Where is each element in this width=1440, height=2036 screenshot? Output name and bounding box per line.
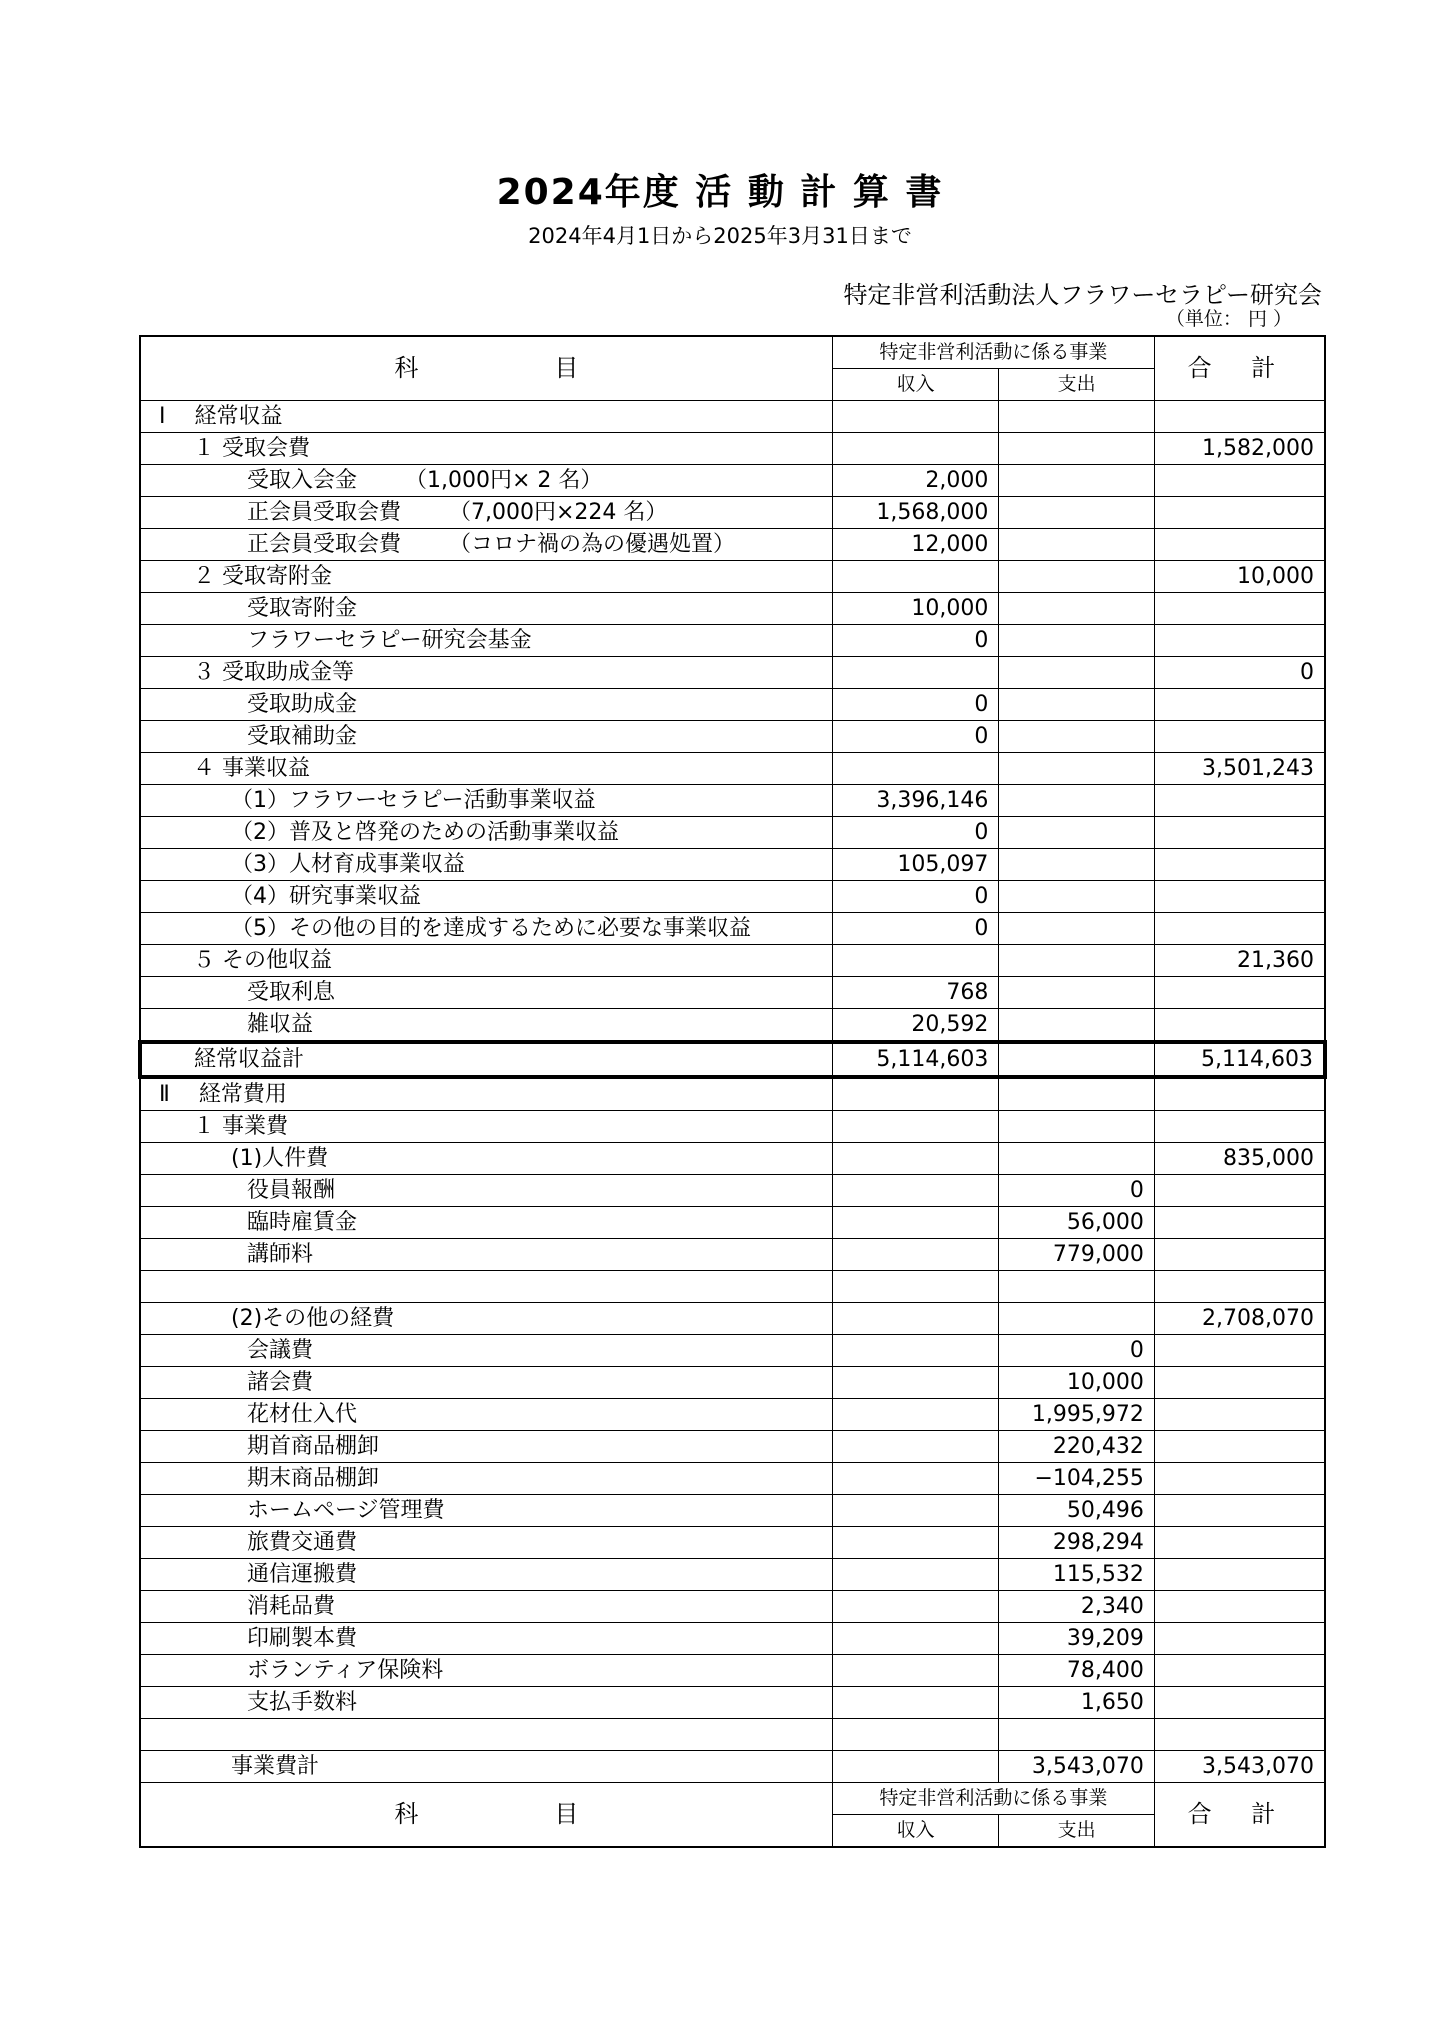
row-income: 12,000 [832,529,999,561]
unit-note: （単位： 円 ） [1165,308,1292,330]
row-income: 2,000 [832,465,999,497]
row-label [140,561,832,593]
row-label [140,1271,832,1303]
row-label [140,1495,832,1527]
table-row [140,561,1325,593]
table-row [140,1495,1325,1527]
row-label [140,1239,832,1271]
row-label-text: ３ 受取助成金等 [193,660,354,685]
header-subject-left: 科 [394,354,419,382]
row-label [140,785,832,817]
row-label [140,1719,832,1751]
footer-subject-left: 科 [394,1800,419,1828]
row-label-text: （1）フラワーセラピー活動事業収益 [231,788,596,813]
row-income [832,1495,999,1527]
table-row [140,497,1325,529]
table-row [140,1751,1325,1783]
row-income [832,1655,999,1687]
table-row [140,849,1325,881]
row-income [832,1751,999,1783]
row-income [832,433,999,465]
row-label-text: １ 事業費 [193,1114,288,1139]
row-expense: 78,400 [999,1655,1155,1687]
row-label-text: 経常収益計 [194,1047,305,1072]
row-expense [999,945,1155,977]
row-label [140,1175,832,1207]
row-expense: 3,543,070 [999,1751,1155,1783]
table-row [140,785,1325,817]
table-row [140,657,1325,689]
row-total [1154,1335,1325,1367]
row-expense: 1,650 [999,1687,1155,1719]
row-total [1154,689,1325,721]
row-label [140,1111,832,1143]
row-income: 0 [832,721,999,753]
table-row [140,1527,1325,1559]
row-label-text: 講師料 [247,1242,314,1267]
row-income: 1,568,000 [832,497,999,529]
row-total [1154,1719,1325,1751]
row-total [1154,1399,1325,1431]
row-label-text: 事業費計 [231,1754,320,1779]
row-income [832,401,999,433]
row-label [140,1207,832,1239]
row-label [140,1751,832,1783]
row-expense: 10,000 [999,1367,1155,1399]
row-expense [999,1042,1155,1077]
row-total [1154,1559,1325,1591]
row-expense [999,721,1155,753]
row-expense [999,849,1155,881]
row-income [832,1303,999,1335]
row-expense [999,1111,1155,1143]
row-expense [999,785,1155,817]
table-row [140,465,1325,497]
row-label [140,1559,832,1591]
row-expense [999,529,1155,561]
row-label [140,689,832,721]
row-label-text: 受取補助金 [247,724,358,749]
row-label-text: ボランティア保険料 [247,1658,444,1683]
row-income: 10,000 [832,593,999,625]
table-row [140,529,1325,561]
row-expense: 779,000 [999,1239,1155,1271]
row-expense [999,433,1155,465]
row-income [832,1239,999,1271]
footer-group: 特定非営利活動に係る事業 [832,1783,1154,1815]
table-row [140,1175,1325,1207]
row-label-text: フラワーセラピー研究会基金 [247,628,532,653]
row-income [832,1111,999,1143]
row-label-text: ４ 事業収益 [193,756,310,781]
row-total [1154,529,1325,561]
table-row [140,689,1325,721]
row-label-text: 支払手数料 [247,1690,358,1715]
row-total [1154,913,1325,945]
footer-subject [140,1783,832,1848]
table-row [140,433,1325,465]
row-label [140,817,832,849]
row-label [140,1367,832,1399]
row-total: 1,582,000 [1154,433,1325,465]
row-label-text: ホームページ管理費 [247,1498,445,1523]
row-income [832,1207,999,1239]
row-label [140,1399,832,1431]
row-expense [999,465,1155,497]
row-label-text: 受取助成金 [247,692,358,717]
row-total: 3,543,070 [1154,1751,1325,1783]
row-income [832,1719,999,1751]
table-row [140,1303,1325,1335]
row-label-text: （3）人材育成事業収益 [231,852,465,877]
row-total [1154,1077,1325,1111]
row-label-text: 消耗品費 [247,1594,336,1619]
row-total [1154,1367,1325,1399]
table-row [140,881,1325,913]
row-expense: 50,496 [999,1495,1155,1527]
row-income [832,1367,999,1399]
statement-body [140,401,1325,1783]
table-row [140,1591,1325,1623]
row-label [140,433,832,465]
row-label [140,1655,832,1687]
row-label-text: (2)その他の経費 [231,1306,395,1331]
row-label [140,1077,832,1111]
row-label-text: 受取入会金 [247,468,358,493]
table-row [140,1042,1325,1077]
table-row [140,593,1325,625]
row-label [140,913,832,945]
row-total [1154,593,1325,625]
row-label [140,1687,832,1719]
row-label [140,977,832,1009]
row-total [1154,1687,1325,1719]
row-income: 768 [832,977,999,1009]
table-row [140,1077,1325,1111]
row-label-text: 臨時雇賃金 [247,1210,358,1235]
row-expense: 298,294 [999,1527,1155,1559]
table-row [140,1399,1325,1431]
row-label [140,849,832,881]
header-income: 収入 [832,369,999,401]
row-expense [999,1719,1155,1751]
row-label [140,1623,832,1655]
row-label [140,625,832,657]
table-row [140,945,1325,977]
row-expense: 56,000 [999,1207,1155,1239]
row-label-text: 花材仕入代 [247,1402,358,1427]
table-row [140,1655,1325,1687]
row-label-text: Ⅰ 経常収益 [159,404,283,429]
row-label-text: ５ その他収益 [193,948,332,973]
row-expense [999,561,1155,593]
header-total: 合 計 [1154,336,1325,401]
header-group: 特定非営利活動に係る事業 [832,336,1154,369]
row-label-text: 期首商品棚卸 [247,1434,380,1459]
organization-name: 特定非営利活動法人フラワーセラピー研究会 [843,281,1322,309]
row-expense [999,753,1155,785]
row-income [832,1687,999,1719]
row-income [832,1143,999,1175]
row-income [832,1463,999,1495]
row-total [1154,721,1325,753]
row-expense [999,1303,1155,1335]
row-expense [999,977,1155,1009]
row-label-text: 受取寄附金 [247,596,358,621]
row-total [1154,625,1325,657]
row-expense: 2,340 [999,1591,1155,1623]
row-label-text: 正会員受取会費 [247,500,402,525]
row-income: 0 [832,817,999,849]
row-total [1154,1623,1325,1655]
table-row [140,401,1325,433]
row-income [832,1175,999,1207]
row-total [1154,1431,1325,1463]
row-expense [999,1077,1155,1111]
row-label [140,593,832,625]
row-expense: 1,995,972 [999,1399,1155,1431]
row-total [1154,1527,1325,1559]
row-total: 10,000 [1154,561,1325,593]
row-expense: 39,209 [999,1623,1155,1655]
header-subject-right: 目 [554,354,579,382]
row-label-text: Ⅱ 経常費用 [159,1082,287,1107]
footer-total: 合 計 [1154,1783,1325,1848]
row-expense [999,497,1155,529]
row-note: （コロナ禍の為の優遇処置） [449,532,736,557]
header-expense: 支出 [999,369,1155,401]
row-expense [999,593,1155,625]
row-total [1154,881,1325,913]
row-income: 20,592 [832,1009,999,1043]
row-total [1154,465,1325,497]
table-row [140,1239,1325,1271]
row-expense [999,689,1155,721]
row-label-text: 正会員受取会費 [247,532,402,557]
row-total [1154,1463,1325,1495]
row-label [140,465,832,497]
row-label [140,1042,832,1077]
row-label [140,401,832,433]
row-label [140,1303,832,1335]
row-total [1154,977,1325,1009]
period-text: 2024年4月1日から2025年3月31日まで [528,224,912,248]
table-row [140,1431,1325,1463]
table-row [140,977,1325,1009]
row-expense [999,881,1155,913]
row-note: （1,000円× 2 名） [405,468,603,493]
row-note: （7,000円×224 名） [449,500,668,525]
row-total: 5,114,603 [1154,1042,1325,1077]
row-label-text: 旅費交通費 [247,1530,358,1555]
table-row [140,1463,1325,1495]
document-title: 2024年度 活 動 計 算 書 [496,172,944,213]
row-income [832,1077,999,1111]
row-total: 0 [1154,657,1325,689]
row-total [1154,1239,1325,1271]
table-row [140,1143,1325,1175]
row-label [140,1527,832,1559]
table-row [140,1207,1325,1239]
row-income [832,1399,999,1431]
row-income: 0 [832,881,999,913]
row-expense [999,657,1155,689]
row-income: 0 [832,913,999,945]
row-total [1154,1175,1325,1207]
activity-statement-table [138,335,1327,1848]
footer-expense: 支出 [999,1815,1155,1848]
row-label [140,1591,832,1623]
row-total [1154,1207,1325,1239]
row-expense [999,1271,1155,1303]
table-row [140,1623,1325,1655]
row-label [140,497,832,529]
row-label [140,945,832,977]
table-row [140,753,1325,785]
row-income [832,1559,999,1591]
row-total [1154,1655,1325,1687]
row-expense [999,817,1155,849]
row-income: 105,097 [832,849,999,881]
row-label-text: 通信運搬費 [247,1562,358,1587]
table-row [140,1559,1325,1591]
row-label-text: （4）研究事業収益 [231,884,421,909]
row-total: 835,000 [1154,1143,1325,1175]
row-label-text: 会議費 [247,1338,314,1363]
row-expense: −104,255 [999,1463,1155,1495]
row-label [140,529,832,561]
row-income: 0 [832,689,999,721]
row-label [140,753,832,785]
row-label-text: 印刷製本費 [247,1626,358,1651]
table-row [140,1111,1325,1143]
footer-subject-right: 目 [554,1800,579,1828]
row-total [1154,849,1325,881]
row-label-text: (1)人件費 [231,1146,329,1171]
table-row [140,1719,1325,1751]
table-row [140,1367,1325,1399]
row-income [832,753,999,785]
row-income: 3,396,146 [832,785,999,817]
row-total [1154,1111,1325,1143]
row-expense [999,1143,1155,1175]
table-row [140,817,1325,849]
row-total [1154,401,1325,433]
row-label-text: 期末商品棚卸 [247,1466,380,1491]
row-income [832,561,999,593]
row-label [140,881,832,913]
row-income [832,657,999,689]
row-label-text: （2）普及と啓発のための活動事業収益 [231,820,619,845]
row-label-text: 諸会費 [247,1370,314,1395]
table-row [140,1687,1325,1719]
row-expense: 115,532 [999,1559,1155,1591]
table-row [140,625,1325,657]
row-expense [999,625,1155,657]
row-total [1154,1009,1325,1043]
row-income: 5,114,603 [832,1042,999,1077]
row-expense: 220,432 [999,1431,1155,1463]
row-total [1154,1271,1325,1303]
row-label [140,1009,832,1043]
row-label-text: （5）その他の目的を達成するために必要な事業収益 [231,916,751,941]
row-income [832,1527,999,1559]
row-expense [999,1009,1155,1043]
row-total [1154,1591,1325,1623]
row-label-text: ２ 受取寄附金 [193,564,332,589]
row-income [832,945,999,977]
row-label-text: 雑収益 [247,1012,314,1037]
row-total [1154,785,1325,817]
row-income [832,1335,999,1367]
row-income [832,1591,999,1623]
row-total: 21,360 [1154,945,1325,977]
row-total [1154,817,1325,849]
row-label [140,1431,832,1463]
header-subject [140,336,832,401]
row-label [140,657,832,689]
row-label [140,721,832,753]
row-expense [999,913,1155,945]
row-income [832,1271,999,1303]
row-label [140,1463,832,1495]
footer-income: 収入 [832,1815,999,1848]
row-label [140,1143,832,1175]
row-income [832,1431,999,1463]
row-expense [999,401,1155,433]
row-income [832,1623,999,1655]
table-row [140,1271,1325,1303]
row-expense: 0 [999,1335,1155,1367]
table-row [140,1335,1325,1367]
row-total: 2,708,070 [1154,1303,1325,1335]
table-row [140,721,1325,753]
table-row [140,913,1325,945]
row-total: 3,501,243 [1154,753,1325,785]
row-label-text: 役員報酬 [247,1178,336,1203]
row-income: 0 [832,625,999,657]
row-expense: 0 [999,1175,1155,1207]
row-label [140,1335,832,1367]
table-row [140,1009,1325,1043]
row-total [1154,497,1325,529]
row-total [1154,1495,1325,1527]
row-label-text: １ 受取会費 [193,436,310,461]
row-label-text: 受取利息 [247,980,336,1005]
